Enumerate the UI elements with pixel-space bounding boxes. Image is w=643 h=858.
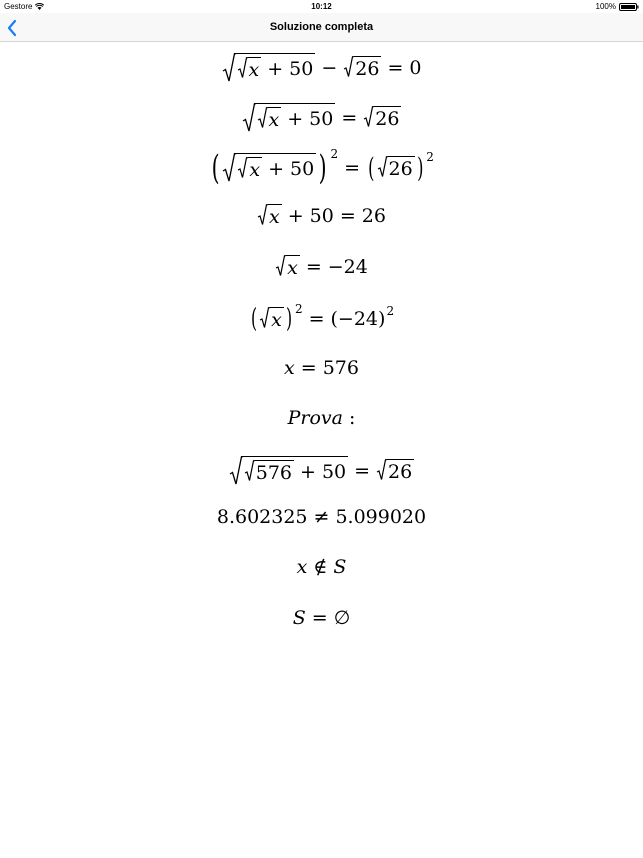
equation-step: x + 50 = 26 <box>0 102 643 134</box>
page-title: Soluzione completa <box>269 21 374 33</box>
status-time: 10:12 <box>311 2 332 11</box>
navigation-bar <box>0 13 643 42</box>
equation-step: x + 50 − 26 = 0 <box>0 52 643 84</box>
battery-percent: 100% <box>595 2 616 11</box>
equation-step: x = −24 <box>0 253 643 281</box>
carrier-label: Gestore <box>4 2 33 11</box>
equation-step: ( x + 50 ) 2 = ( 26 ) 2 <box>211 147 434 188</box>
equation-step: 8.602325 ≠ 5.099020 <box>216 506 427 528</box>
root-26: 26 <box>343 56 381 80</box>
battery-icon <box>619 3 639 11</box>
radicand: x + 50 <box>236 53 316 83</box>
equation-step: x + 50 = 26 <box>0 202 643 230</box>
status-right <box>596 0 639 13</box>
equation-step: S = ∅ <box>292 607 351 629</box>
equation-step: ( x ) 2 = ( −24 ) 2 <box>250 302 395 334</box>
inner-root: x <box>237 57 262 81</box>
equation-step: x ∉ S <box>296 556 347 578</box>
equation-step: 576 + 50 = 26 <box>0 455 643 487</box>
verification-heading: Prova : <box>287 407 356 429</box>
outer-root <box>222 53 316 83</box>
status-bar <box>0 0 643 13</box>
equation-step: x = 576 <box>284 357 359 379</box>
